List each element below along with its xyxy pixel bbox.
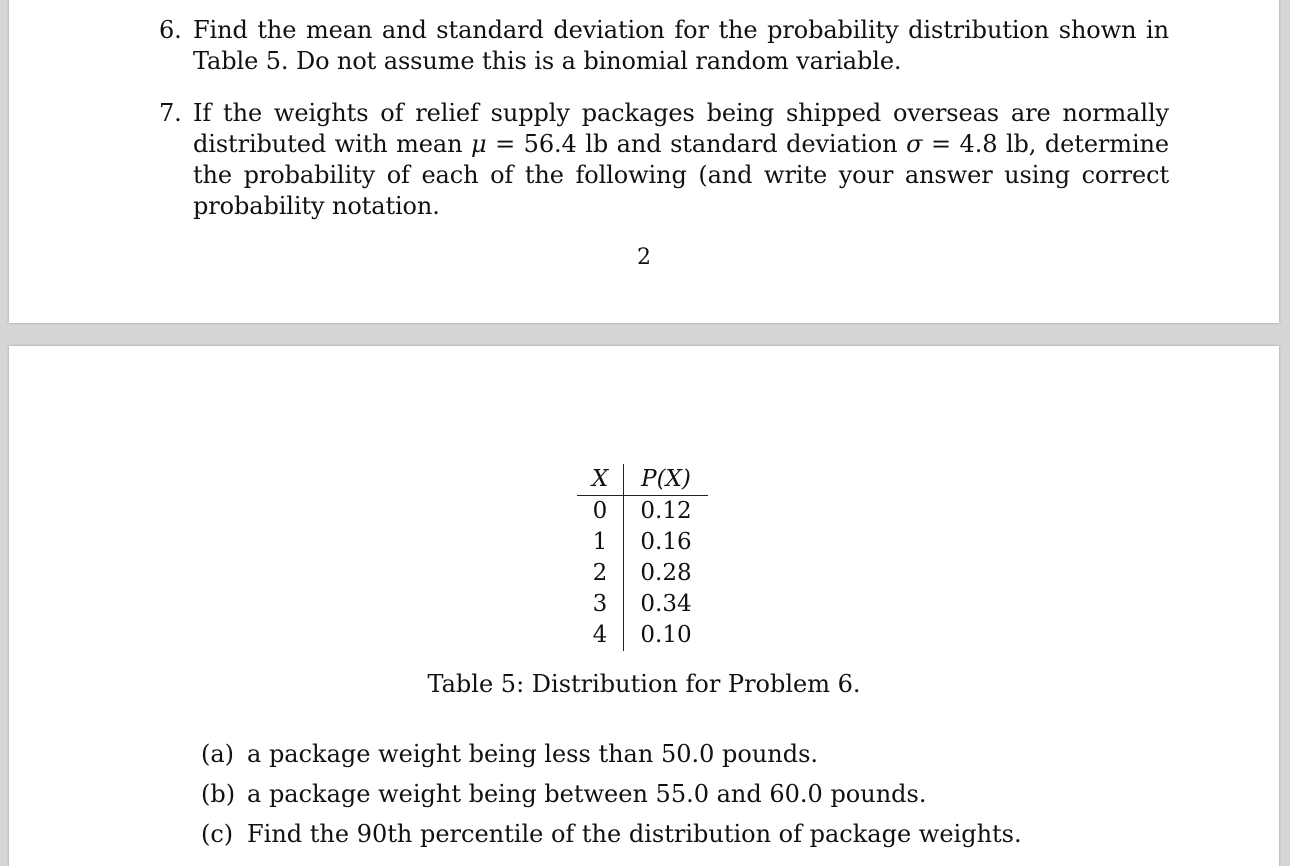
table-row bbox=[577, 620, 708, 651]
cell-x: 3 bbox=[577, 589, 624, 620]
subpart-text: Find the 90th percentile of the distribution of package weights. bbox=[247, 820, 1022, 848]
cell-x: 2 bbox=[577, 558, 624, 589]
cell-x: 0 bbox=[577, 496, 624, 528]
problem-6-text: Find the mean and standard deviation for the probability distribution shown in Table 5. Do not assume this is a binomial random variable. bbox=[193, 16, 1169, 75]
cell-x: 4 bbox=[577, 620, 624, 651]
problem-6 bbox=[159, 15, 1169, 77]
subpart-label: (c) bbox=[201, 820, 234, 848]
subpart-text: a package weight being less than 50.0 pounds. bbox=[247, 740, 819, 768]
subpart-c bbox=[201, 814, 1022, 854]
problem-7-text bbox=[193, 98, 1169, 222]
problem-7-text-part-3: = 4.8 lb, determine the probability of each of the following (and write your answer using correct probability notation. bbox=[193, 130, 1169, 220]
cell-p: 0.28 bbox=[640, 560, 692, 586]
header-x: X bbox=[577, 464, 624, 496]
cell-p: 0.34 bbox=[640, 591, 692, 617]
problem-6-number: 6. bbox=[159, 16, 182, 44]
subpart-label: (b) bbox=[201, 780, 236, 808]
mu-symbol: μ bbox=[471, 130, 487, 158]
distribution-table bbox=[577, 464, 708, 651]
table-row bbox=[577, 527, 708, 558]
subpart-list bbox=[201, 734, 1022, 854]
table-header-row bbox=[577, 464, 708, 496]
cell-p: 0.12 bbox=[640, 498, 692, 524]
table-row bbox=[577, 558, 708, 589]
page-2 bbox=[9, 346, 1279, 866]
cell-p: 0.10 bbox=[640, 622, 692, 648]
subpart-text: a package weight being between 55.0 and 60.0 pounds. bbox=[247, 780, 927, 808]
header-px: P(X) bbox=[624, 464, 709, 496]
sigma-symbol: σ bbox=[906, 130, 923, 158]
problem-7-text-part-1: If the weights of relief supply packages being shipped overseas are normally distributed with mean bbox=[193, 99, 1169, 158]
cell-x: 1 bbox=[577, 527, 624, 558]
cell-p: 0.16 bbox=[640, 529, 692, 555]
page-1 bbox=[9, 0, 1279, 323]
table-row bbox=[577, 589, 708, 620]
problem-7-number: 7. bbox=[159, 99, 182, 127]
table-caption: Table 5: Distribution for Problem 6. bbox=[427, 670, 861, 698]
subpart-label: (a) bbox=[201, 740, 235, 768]
page-number: 2 bbox=[637, 245, 651, 270]
subpart-a bbox=[201, 734, 1022, 774]
problem-7 bbox=[159, 98, 1169, 222]
table-row bbox=[577, 496, 708, 528]
subpart-b bbox=[201, 774, 1022, 814]
problem-7-text-part-2: = 56.4 lb and standard deviation bbox=[486, 130, 907, 158]
